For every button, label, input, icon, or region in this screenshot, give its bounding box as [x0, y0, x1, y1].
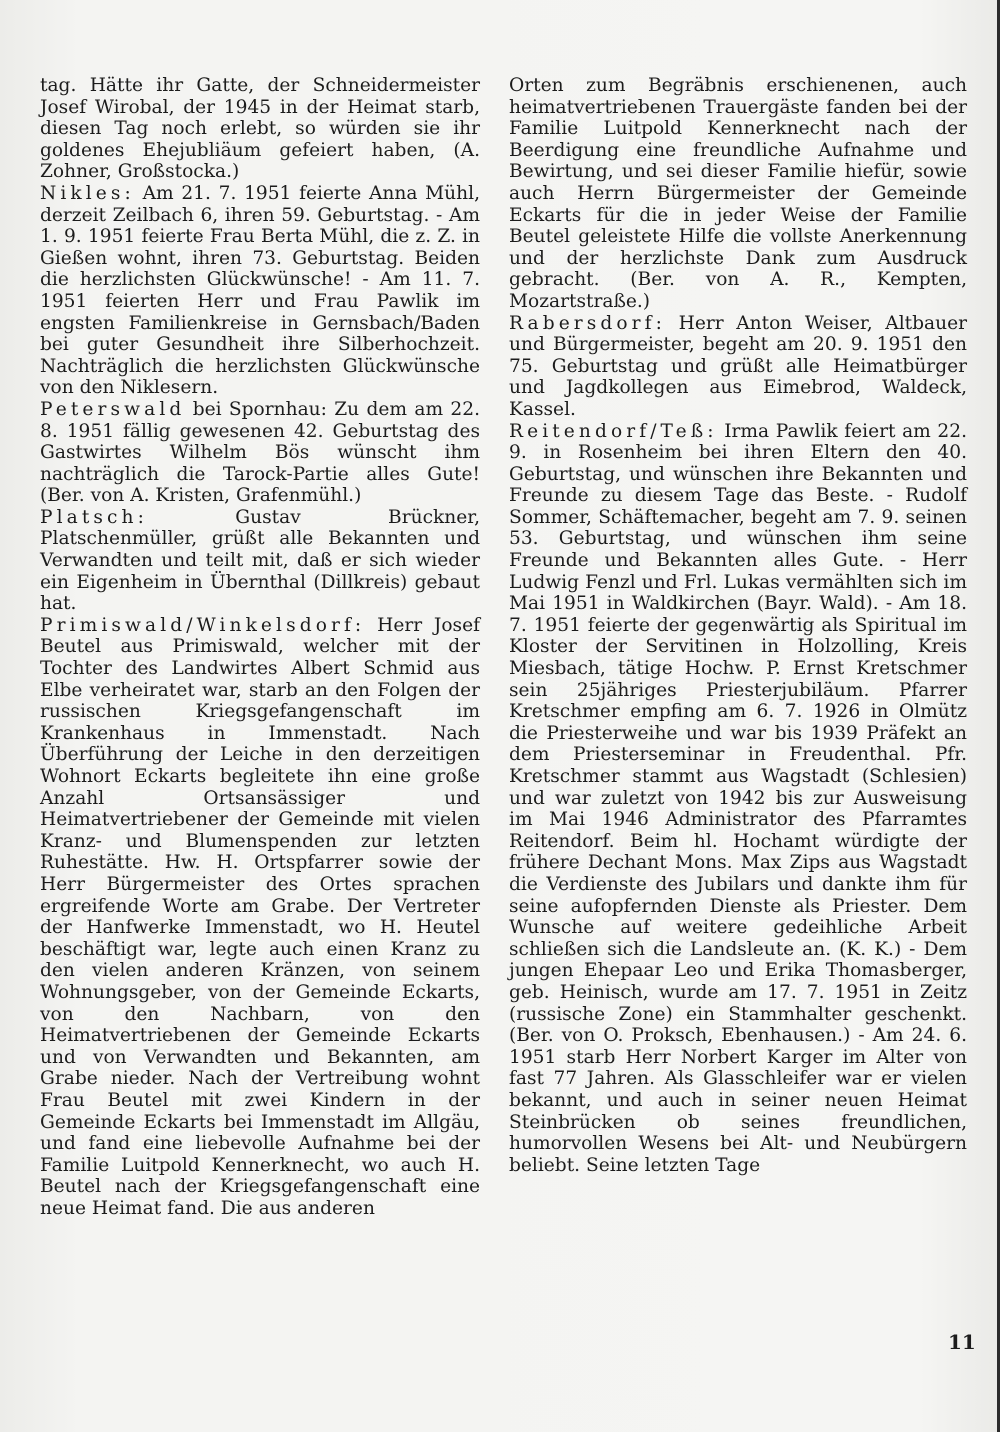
place-name: Nikles:	[40, 182, 135, 204]
entry-text: Herr Anton Weiser, Altbauer und Bürgermeister, begeht am 20. 9. 1951 den 75. Geburtstag und grüßt alle Heimatbürger und Jagdkollegen aus Eimebrod, Waldeck, Kassel.	[509, 312, 967, 420]
entry-rabersdorf	[509, 313, 967, 421]
place-name: Reitendorf/Teß:	[509, 420, 718, 442]
place-name: Primiswald/Winkelsdorf:	[40, 614, 366, 636]
paragraph-continuation	[40, 75, 480, 183]
entry-reitendorf-tess	[509, 421, 967, 1177]
entry-text: Am 21. 7. 1951 feierte Anna Mühl, derzeit Zeilbach 6, ihren 59. Geburtstag. - Am 1. 9. 1951 feierte Frau Berta Mühl, die z. Z. in Gießen wohnt, ihren 73. Geburtstag. Beiden die herzlichsten Glückwünsche! - Am 11. 7. 1951 feierten Herr und Frau Pawlik im engsten Familienkreise in Gernsbach/Baden bei guter Gesundheit ihre Silberhochzeit. Nachträglich die herzlichsten Glückwünsche von den Niklesern.	[40, 182, 480, 399]
paragraph-continuation	[509, 75, 967, 313]
entry-primiswald-winkelsdorf	[40, 615, 480, 1220]
paragraph-text: tag. Hätte ihr Gatte, der Schneidermeister Josef Wirobal, der 1945 in der Heimat starb, diesen Tag noch erlebt, so würden sie ihr goldenes Ehejubliäum gefeiert haben, (A. Zohner, Großstocka.)	[40, 75, 480, 183]
place-name: Platsch:	[40, 506, 148, 528]
entry-text: bei Spornhau: Zu dem am 22. 8. 1951 fällig gewesenen 42. Geburtstag des Gastwirtes Wilhelm Bös wünscht ihm nachträglich die Tarock-Partie alles Gute! (Ber. von A. Kristen, Grafenmühl.)	[40, 398, 480, 507]
place-name: Peterswald	[40, 398, 186, 420]
paragraph-text: Orten zum Begräbnis erschienenen, auch heimatvertriebenen Trauergäste fanden bei der Familie Luitpold Kennerknecht nach der Beerdigung eine freundliche Aufnahme und Bewirtung, und sei dieser Familie hiefür, sowie auch Herrn Bürgermeister der Gemeinde Eckarts für die in jeder Weise der Familie Beutel geleistete Hilfe die vollste Anerkennung und der herzlichste Dank zum Ausdruck gebracht. (Ber. von A. R., Kempten, Mozartstraße.)	[509, 75, 967, 312]
left-column	[40, 75, 480, 1219]
right-column	[509, 75, 967, 1176]
entry-text: Gustav Brückner, Platschenmüller, grüßt alle Bekannten und Verwandten und teilt mit, daß er sich wieder ein Eigenheim in Übernthal (Dillkreis) gebaut hat.	[40, 506, 480, 615]
entry-peterswald	[40, 399, 480, 507]
entry-text: Herr Josef Beutel aus Primiswald, welcher mit der Tochter des Landwirtes Albert Schmid aus Elbe verheiratet war, starb an den Folgen der russischen Kriegsgefangenschaft im Krankenhaus in Immenstadt. Nach Überführung der Leiche in den derzeitigen Wohnort Eckarts begleitete ihn eine große Anzahl Ortsansässiger und Heimatvertriebener der Gemeinde mit vielen Kranz- und Blumenspenden zur letzten Ruhestätte. Hw. H. Ortspfarrer sowie der Herr Bürgermeister des Ortes sprachen ergreifende Worte am Grabe. Der Vertreter der Hanfwerke Immenstadt, wo H. Heutel beschäftigt war, legte auch einen Kranz zu den vielen anderen Kränzen, von seinem Wohnungsgeber, von der Gemeinde Eckarts, von den Nachbarn, von den Heimatvertriebenen der Gemeinde Eckarts und von Verwandten und Bekannten, am Grabe nieder. Nach der Vertreibung wohnt Frau Beutel mit zwei Kindern in der Gemeinde Eckarts bei Immenstadt im Allgäu, und fand eine liebevolle Aufnahme bei der Familie Luitpold Kennerknecht, wo auch H. Beutel nach der Kriegsgefangenschaft eine neue Heimat fand. Die aus anderen	[40, 614, 480, 1219]
entry-nikles	[40, 183, 480, 399]
page-number: 11	[948, 1330, 976, 1354]
place-name: Rabersdorf:	[509, 312, 666, 334]
entry-text: Irma Pawlik feiert am 22. 9. in Rosenheim bei ihren Eltern den 40. Geburtstag, und wünschen ihre Bekannten und Freunde zu diesem Tage das Beste. - Rudolf Sommer, Schäftemacher, begeht am 7. 9. seinen 53. Geburtstag, und wünschen ihm seine Freunde und Bekannten alles Gute. - Herr Ludwig Fenzl und Frl. Lukas vermählten sich im Mai 1951 in Waldkirchen (Bayr. Wald). - Am 18. 7. 1951 feierte der gegenwärtig als Spiritual im Kloster der Servitinen in Holzolling, Kreis Miesbach, tätige Hochw. P. Ernst Kretschmer sein 25jähriges Priesterjubiläum. Pfarrer Kretschmer empfing am 6. 7. 1926 in Olmütz die Priesterweihe und war bis 1939 Präfekt an dem Priesterseminar in Freudenthal. Pfr. Kretschmer stammt aus Wagstadt (Schlesien) und war zuletzt von 1942 bis zur Ausweisung im Mai 1946 Administrator des Pfarramtes Reitendorf. Beim hl. Hochamt würdigte der frühere Dechant Mons. Max Zips aus Wagstadt die Verdienste des Jubilars und dankte ihm für seine aufopfernden Dienste als Priester. Dem Wunsche auf weitere gedeihliche Arbeit schließen sich die Landsleute an. (K. K.) - Dem jungen Ehepaar Leo und Erika Thomasberger, geb. Heinisch, wurde am 17. 7. 1951 in Zeitz (russische Zone) ein Stammhalter geschenkt. (Ber. von O. Proksch, Ebenhausen.) - Am 24. 6. 1951 starb Herr Norbert Karger im Alter von fast 77 Jahren. Als Glasschleifer war er vielen bekannt, und auch in seiner neuen Heimat Steinbrücken ob seines freundlichen, humorvollen Wesens bei Alt- und Neubürgern beliebt. Seine letzten Tage	[509, 420, 967, 1176]
entry-platsch	[40, 507, 480, 615]
